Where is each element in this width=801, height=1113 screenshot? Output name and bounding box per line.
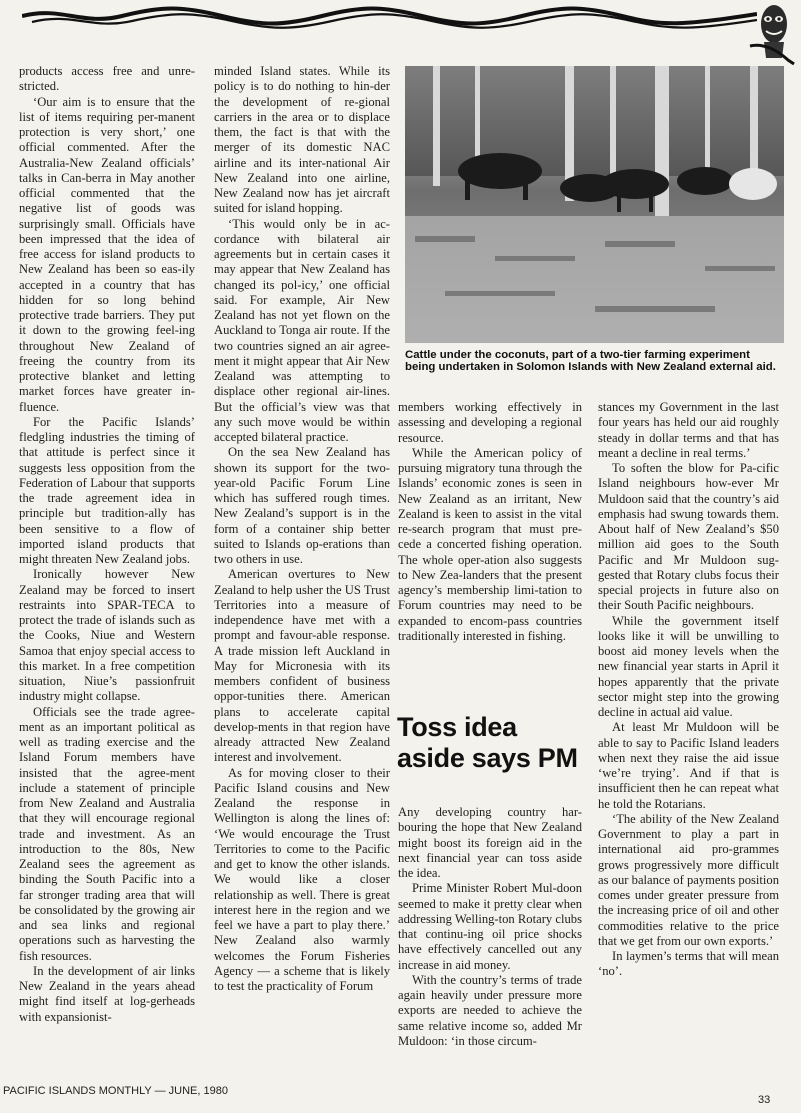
article-column-2 [214, 64, 390, 994]
column4-paragraph: At least Mr Muldoon will be able to say to Pacific Island leaders when next they raise the aid issue ‘we’re trying’. And if that is insufficient then he can repeat what he told the Rotarians. [598, 720, 779, 811]
photo-caption: Cattle under the coconuts, part of a two-tier farming experiment being undertaken in Solomon Islands with New Zealand external aid. [405, 349, 776, 374]
tiki-figure-icon [748, 2, 798, 68]
column2-paragraph: ‘This would only be in ac-cordance with bilateral air agreements but in certain cases it may appear that New Zealand has changed its pol-icy,’ one official said. For example, Air New Zealand has not yet flown on the Auckland to Tonga air route. If the two countries signed an air agree-ment it might appear that Air New Zealand was attempting to displace other regional air-lines. But the official’s view was that any such move would be within accepted bilateral practice. [214, 216, 390, 444]
story-body [398, 805, 582, 1049]
footer-masthead: PACIFIC ISLANDS MONTHLY — JUNE, 1980 [3, 1085, 228, 1097]
column2-paragraph: minded Island states. While its policy is to do nothing to hin-der the development of re-gional carriers in the area or to displace them, the fact is that with the merger of its domestic NAC airline and its inter-national Air New Zealand into one airline, New Zealand now has jet aircraft suited for island hopping. [214, 64, 390, 216]
column4-paragraph: stances my Government in the last four years has held our aid roughly steady in dollar terms and that has meant a decline in real terms.’ [598, 400, 779, 460]
wavy-header-rule [22, 4, 757, 34]
story-paragraph: With the country’s terms of trade again heavily under pressure more exports are needed to achieve the same relative income so, added Mr Muldoon: ‘in those circum- [398, 972, 582, 1048]
column1-paragraph: ‘Our aim is to ensure that the list of items requiring per-manent protection is very short,’ one official commented. After the Australia-New Zealand officials’ talks in Can-berra in May another official commented that the negative list of goods was surprisingly small. Officials have been impressed that the idea of free access for island products to New Zealand has been so eas-ily accepted in a country that has hidden for so long behind protective trade barriers. They put it down to the growing feel-ing throughout New Zealand of freeing the country from its protective blanket and letting market forces have greater in-fluence. [19, 94, 195, 414]
column3-paragraph: While the American policy of pursuing migratory tuna through the Islands’ economic zones is seen in New Zealand as an irritant, New Zealand is keen to assist in the vital re-search program that must pre-cede a concerted fishing operation. The whole oper-ation also suggests to New Zea-landers that the present agency’s membership limi-tation to Forum countries may need to be expanded to encom-pass countries traditionally interested in fishing. [398, 445, 582, 643]
column1-paragraph: Officials see the trade agree-ment as an important political as well as trading exercise and the Island Forum members have insisted that the agree-ment include a statement of principle from New Zealand and Australia that they will encourage regional trade and investment. As an introduction to the 80s, New Zealand sees the agreement as binding the South Pacific into a far stronger trading area that will be consolidated by the growing air and sea links and regional operations such as harvesting the fish resources. [19, 704, 195, 963]
page-number: 33 [758, 1094, 771, 1106]
article-column-3 [398, 400, 582, 644]
column1-paragraph: products access free and unre-stricted. [19, 64, 195, 94]
column1-paragraph: In the development of air links New Zealand in the years ahead might find itself at log-gerheads with expansionist- [19, 963, 195, 1024]
cattle-under-coconuts-photo [405, 66, 784, 343]
column4-paragraph: ‘The ability of the New Zealand Government to play a part in international aid pro-grammes grows progressively more difficult as our balance of payments position comes under greater pressure from the increasing price of oil and other commodities relative to the price that we get from our own exports.’ [598, 811, 779, 948]
column3-paragraph: members working effectively in assessing and developing a regional resource. [398, 400, 582, 445]
story-paragraph: Prime Minister Robert Mul-doon seemed to make it pretty clear when addressing Welling-ton Rotary clubs that continu-ing oil price shocks have effectively cancelled out any increase in aid money. [398, 881, 582, 972]
story-headline: Toss idea aside says PM [397, 712, 578, 773]
column4-paragraph: In laymen’s terms that will mean ‘no’. [598, 949, 779, 979]
column2-paragraph: On the sea New Zealand has shown its support for the two-year-old Pacific Forum Line which has suffered rough times. New Zealand’s support is in the form of a container ship better suited to Islands op-erations than two others in use. [214, 445, 390, 566]
story-paragraph: Any developing country har-bouring the hope that New Zealand might boost its foreign aid in the next financial year can toss aside the idea. [398, 805, 582, 880]
column4-paragraph: To soften the blow for Pa-cific Island neighbours how-ever Mr Muldoon said that the country’s aid emphasis had swung towards them. About half of New Zealand’s $50 million aid goes to the South Pacific and Mr Muldoon sug-gested that Rotary clubs focus their special projects in future also on their South Pacific neighbours. [598, 461, 779, 613]
column1-paragraph: Ironically however New Zealand may be forced to insert restraints into SPAR-TECA to protect the trade of islands such as the Cooks, Niue and Western Samoa that enjoy special access to this market. In a free competition situation, Niue’s passionfruit industry might collapse. [19, 567, 195, 704]
column4-paragraph: While the government itself looks like it will be unwilling to boost aid money levels when the new financial year starts in April it hopes apparently that the private sector might step into the growing decline in actual aid value. [598, 613, 779, 719]
column2-paragraph: As for moving closer to their Pacific Island cousins and New Zealand the response in Wellington is along the lines of: ‘We would encourage the Trust Territories to come to the Pacific and get to know the other islands. We would like a closer relationship as well. There is great interest here in the region and we feel we have a part to play there.’ New Zealand also warmly welcomes the Forum Fisheries Agency — a scheme that is likely to test the practicality of Forum [214, 765, 390, 993]
column1-paragraph: For the Pacific Islands’ fledgling industries the timing of that attitude is perfect since it suggests less opposition from the Federation of Labour that supports the trade agreement idea in principle but tradition-ally has been sensitive to a flow of imported island products that might threaten New Zealand jobs. [19, 414, 195, 566]
column2-paragraph: American overtures to New Zealand to help usher the US Trust Territories into a measure of independence have met with a prompt and favour-able response. A trade mission left Auckland in May for Micronesia with its members confident of business oppor-tunities there. American plans to accelerate capital develop-ments in that region have already attracted New Zealand interest and involvement. [214, 567, 390, 765]
article-column-4 [598, 400, 779, 980]
article-column-1 [19, 64, 195, 1025]
